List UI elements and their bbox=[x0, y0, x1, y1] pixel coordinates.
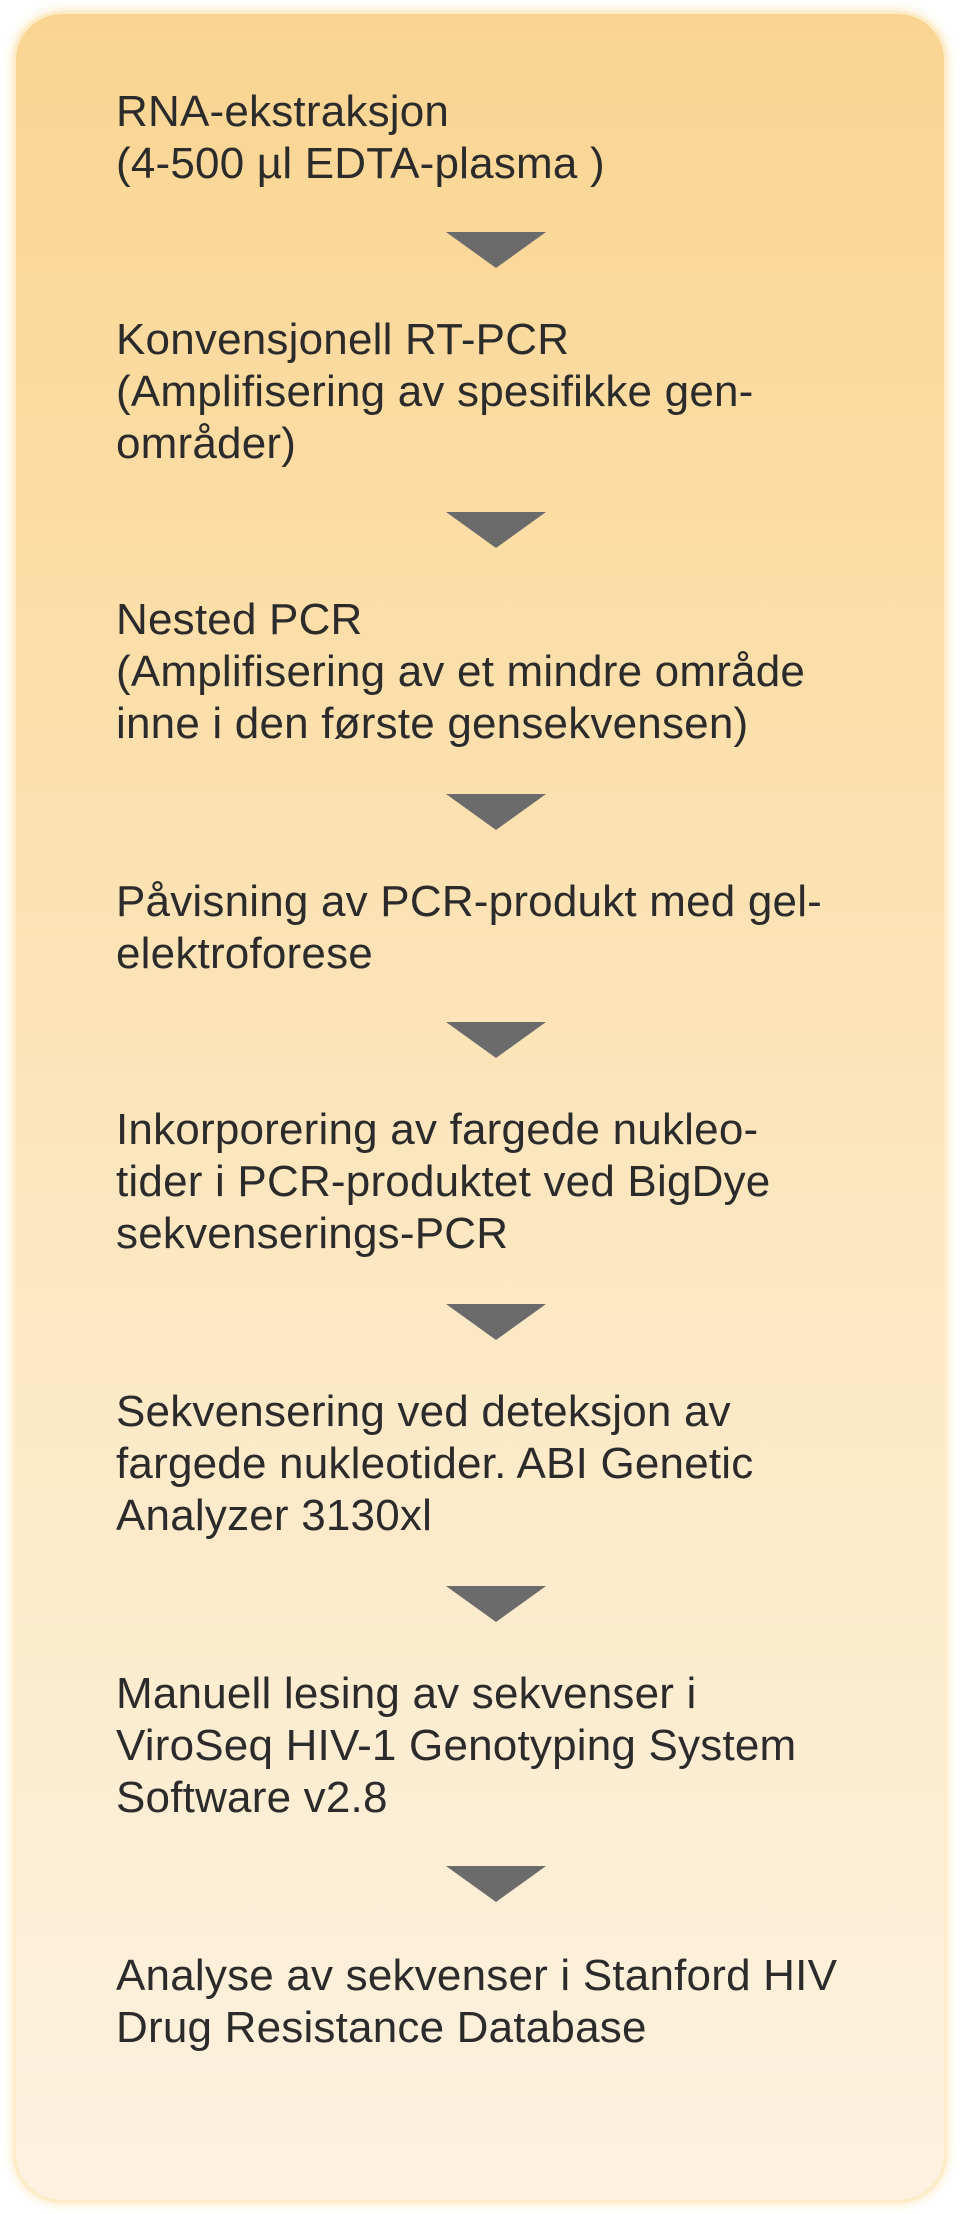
step-line: Analyse av sekvenser i Stanford HIV bbox=[116, 1951, 838, 2000]
step-line: fargede nukleotider. ABI Genetic bbox=[116, 1439, 754, 1488]
step-rna-extraction bbox=[116, 86, 906, 190]
arrow-down-icon bbox=[446, 1586, 546, 1622]
step-line: områder) bbox=[116, 419, 297, 468]
step-line: Manuell lesing av sekvenser i bbox=[116, 1669, 697, 1718]
arrow-down-icon bbox=[446, 232, 546, 268]
step-line: Analyzer 3130xl bbox=[116, 1491, 433, 1540]
arrow-down-icon bbox=[446, 1304, 546, 1340]
step-line: Inkorporering av fargede nukleo- bbox=[116, 1105, 759, 1154]
step-line: (Amplifisering av et mindre område bbox=[116, 647, 806, 696]
step-line: Nested PCR bbox=[116, 595, 363, 644]
step-bigdye-incorporation bbox=[116, 1104, 906, 1260]
step-line: Konvensjonell RT-PCR bbox=[116, 315, 570, 364]
step-nested-pcr bbox=[116, 594, 906, 750]
step-line: Påvisning av PCR-produkt med gel- bbox=[116, 877, 823, 926]
step-rt-pcr bbox=[116, 314, 906, 470]
step-line: Software v2.8 bbox=[116, 1773, 388, 1822]
arrow-down-icon bbox=[446, 1022, 546, 1058]
step-manual-reading bbox=[116, 1668, 906, 1824]
arrow-down-icon bbox=[446, 512, 546, 548]
step-line: sekvenserings-PCR bbox=[116, 1209, 509, 1258]
arrow-down-icon bbox=[446, 794, 546, 830]
step-line: Drug Resistance Database bbox=[116, 2003, 647, 2052]
step-stanford-analysis bbox=[116, 1950, 906, 2054]
arrow-down-icon bbox=[446, 1866, 546, 1902]
step-line: inne i den første gensekvensen) bbox=[116, 699, 749, 748]
step-line: (Amplifisering av spesifikke gen- bbox=[116, 367, 754, 416]
step-sequencing bbox=[116, 1386, 906, 1542]
step-line: (4-500 µl EDTA-plasma ) bbox=[116, 139, 605, 188]
step-line: Sekvensering ved deteksjon av bbox=[116, 1387, 731, 1436]
step-line: tider i PCR-produktet ved BigDye bbox=[116, 1157, 771, 1206]
step-gel-electrophoresis bbox=[116, 876, 906, 980]
step-line: ViroSeq HIV-1 Genotyping System bbox=[116, 1721, 797, 1770]
step-line: elektroforese bbox=[116, 929, 373, 978]
flowchart-panel bbox=[16, 14, 944, 2200]
step-line: RNA-ekstraksjon bbox=[116, 87, 450, 136]
